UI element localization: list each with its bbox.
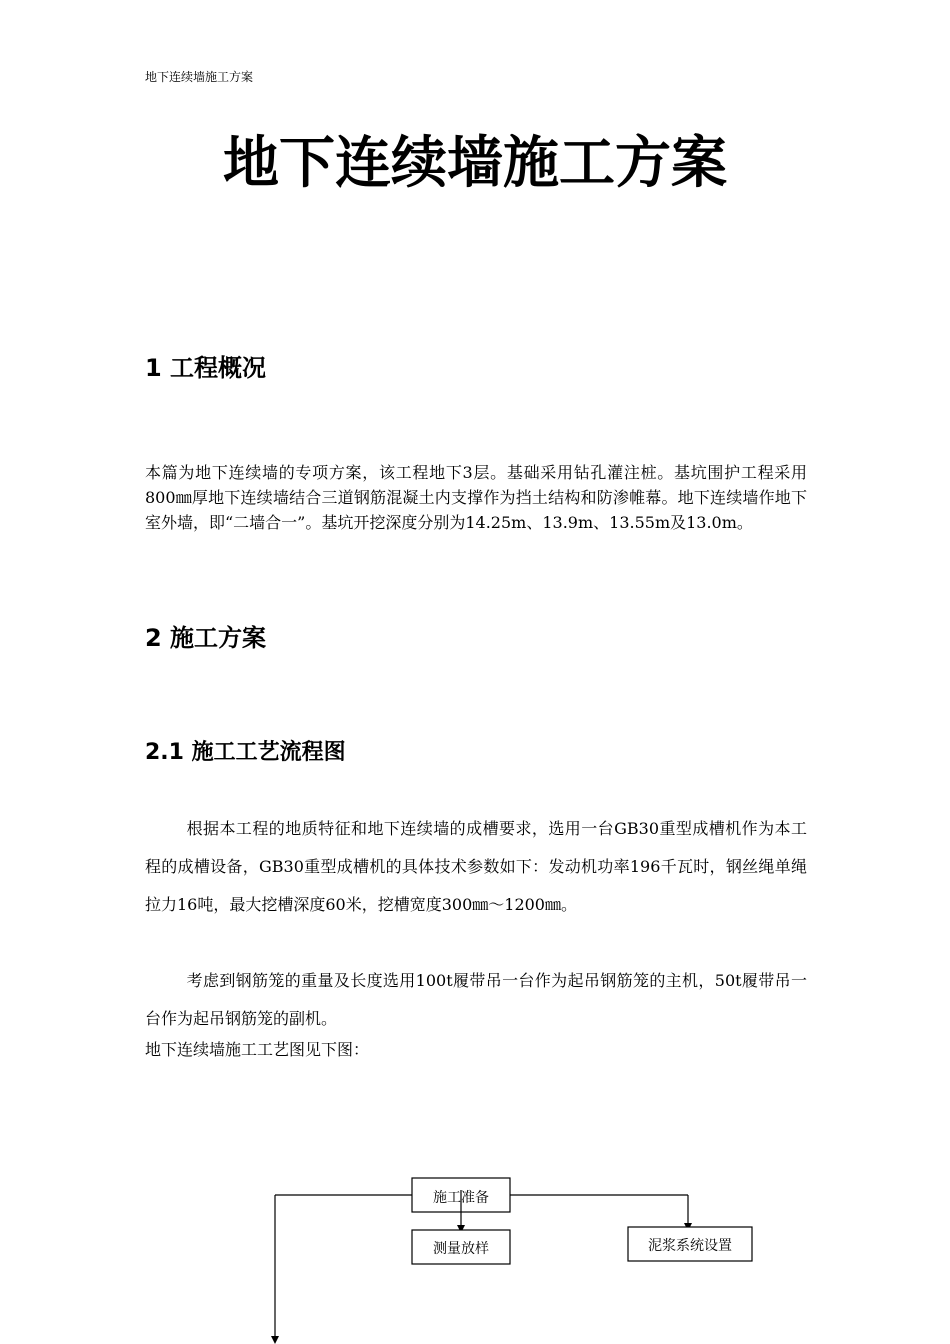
section-2-1-paragraph-2: 考虑到钢筋笼的重量及长度选用100t履带吊一台作为起吊钢筋笼的主机，50t履带吊一台作为起吊钢筋笼的副机。: [145, 971, 807, 1028]
node-slurry-label: 泥浆系统设置: [648, 1238, 732, 1254]
running-header: 地下连续墙施工方案: [145, 70, 254, 84]
section-2-1-paragraph-3: 地下连续墙施工工艺图见下图：: [145, 1040, 370, 1059]
node-prep-label: 施工准备: [433, 1190, 489, 1206]
document-title: 地下连续墙施工方案: [223, 130, 727, 196]
section-2-heading: 2 施工方案: [145, 624, 267, 652]
section-1-body: 本篇为地下连续墙的专项方案，该工程地下3层。基础采用钻孔灌注桩。基坑围护工程采用800㎜厚地下连续墙结合三道钢筋混凝土内支撑作为挡土结构和防渗帷幕。地下连续墙作地下室外墙，即“二墙合一”。基坑开挖深度分别为14.25m、13.9m、13.55m及13.0m。: [145, 463, 807, 532]
node-survey-label: 测量放样: [433, 1241, 489, 1257]
section-2-1-paragraph-1: 根据本工程的地质特征和地下连续墙的成槽要求，选用一台GB30重型成槽机作为本工程的成槽设备，GB30重型成槽机的具体技术参数如下：发动机功率196千瓦时，钢丝绳单绳拉力16吨，最大挖槽深度60米，挖槽宽度300㎜～1200㎜。: [145, 819, 807, 914]
section-1-heading: 1 工程概况: [145, 354, 267, 382]
process-flowchart: [0, 1160, 950, 1344]
section-2-1-heading: 2.1 施工工艺流程图: [145, 740, 346, 765]
